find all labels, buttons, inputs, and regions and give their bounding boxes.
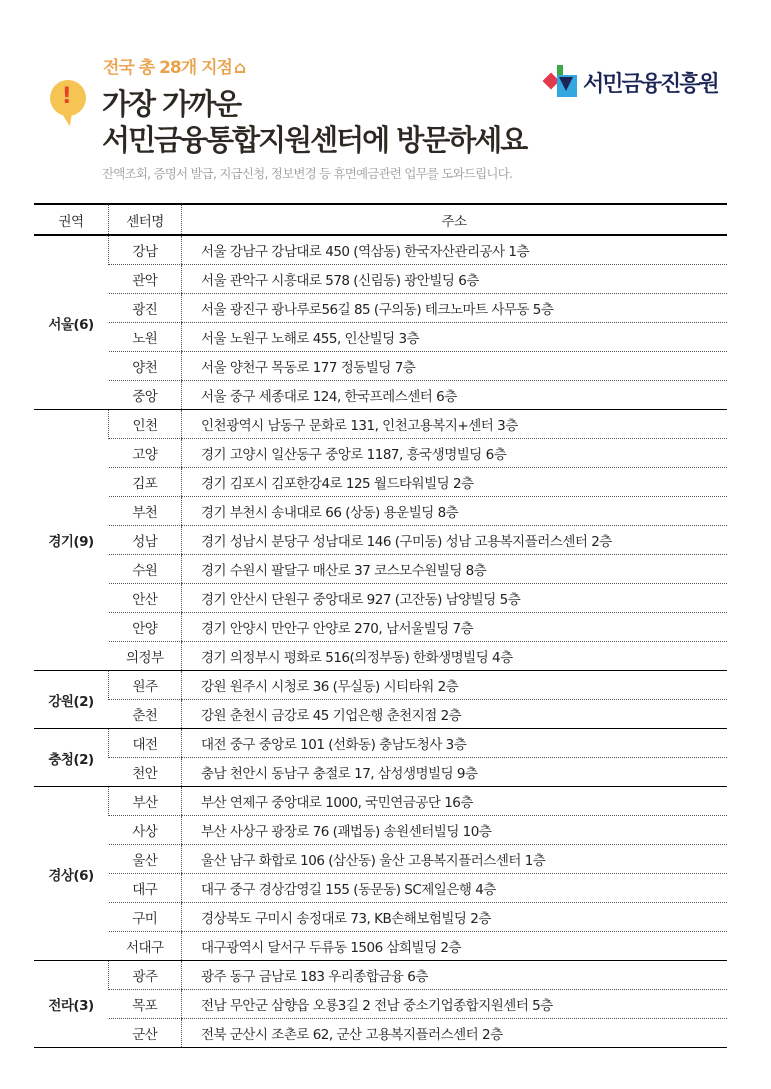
center-name-cell: 의정부 <box>109 642 182 671</box>
table-row <box>34 235 727 265</box>
table-row <box>34 265 727 294</box>
address-cell: 경상북도 구미시 송정대로 73, KB손해보험빌딩 2층 <box>182 903 728 932</box>
column-header-address: 주소 <box>182 204 728 235</box>
region-cell: 전라(3) <box>34 961 109 1048</box>
address-cell: 부산 연제구 중앙대로 1000, 국민연금공단 16층 <box>182 787 728 816</box>
table-row <box>34 990 727 1019</box>
table-row <box>34 874 727 903</box>
center-name-cell: 관악 <box>109 265 182 294</box>
table-row <box>34 1019 727 1048</box>
page-description: 잔액조회, 증명서 발급, 지급신청, 정보변경 등 휴면예금관련 업무를 도와드립니다. <box>102 166 513 181</box>
center-name-cell: 천안 <box>109 758 182 787</box>
table-row <box>34 294 727 323</box>
center-name-cell: 목포 <box>109 990 182 1019</box>
center-name-cell: 대전 <box>109 729 182 758</box>
center-name-cell: 군산 <box>109 1019 182 1048</box>
center-name-cell: 부천 <box>109 497 182 526</box>
address-cell: 서울 노원구 노해로 455, 인산빌딩 3층 <box>182 323 728 352</box>
center-name-cell: 구미 <box>109 903 182 932</box>
table-header <box>34 204 727 235</box>
table-row <box>34 700 727 729</box>
address-cell: 경기 수원시 팔달구 매산로 37 코스모수원빌딩 8층 <box>182 555 728 584</box>
address-cell: 대전 중구 중앙로 101 (선화동) 충남도청사 3층 <box>182 729 728 758</box>
address-cell: 경기 부천시 송내대로 66 (상동) 용운빌딩 8층 <box>182 497 728 526</box>
address-cell: 서울 광진구 광나루로56길 85 (구의동) 테크노마트 사무동 5층 <box>182 294 728 323</box>
center-name-cell: 강남 <box>109 235 182 265</box>
address-cell: 대구 중구 경상감영길 155 (동문동) SC제일은행 4층 <box>182 874 728 903</box>
region-cell: 서울(6) <box>34 235 109 410</box>
center-table <box>34 203 727 1048</box>
address-cell: 서울 중구 세종대로 124, 한국프레스센터 6층 <box>182 381 728 410</box>
region-cell: 경상(6) <box>34 787 109 961</box>
table-row <box>34 381 727 410</box>
center-name-cell: 고양 <box>109 439 182 468</box>
table-row <box>34 526 727 555</box>
center-name-cell: 부산 <box>109 787 182 816</box>
address-cell: 서울 강남구 강남대로 450 (역삼동) 한국자산관리공사 1층 <box>182 235 728 265</box>
center-name-cell: 성남 <box>109 526 182 555</box>
table-row <box>34 555 727 584</box>
center-name-cell: 양천 <box>109 352 182 381</box>
address-cell: 경기 김포시 김포한강4로 125 월드타워빌딩 2층 <box>182 468 728 497</box>
table-row <box>34 816 727 845</box>
table-row <box>34 468 727 497</box>
address-cell: 서울 양천구 목동로 177 정동빌딩 7층 <box>182 352 728 381</box>
center-name-cell: 서대구 <box>109 932 182 961</box>
address-cell: 대구광역시 달서구 두류동 1506 삼희빌딩 2층 <box>182 932 728 961</box>
center-name-cell: 노원 <box>109 323 182 352</box>
region-cell: 충청(2) <box>34 729 109 787</box>
address-cell: 울산 남구 화합로 106 (삼산동) 울산 고용복지플러스센터 1층 <box>182 845 728 874</box>
center-name-cell: 중앙 <box>109 381 182 410</box>
table-row <box>34 410 727 439</box>
region-cell: 강원(2) <box>34 671 109 729</box>
center-name-cell: 울산 <box>109 845 182 874</box>
logo-mark-icon <box>545 65 579 99</box>
address-cell: 강원 원주시 시청로 36 (무실동) 시티타워 2층 <box>182 671 728 700</box>
table-row <box>34 497 727 526</box>
table-row <box>34 903 727 932</box>
address-cell: 경기 안양시 만안구 안양로 270, 남서울빌딩 7층 <box>182 613 728 642</box>
building-icon: ⌂ <box>233 58 246 78</box>
table-row <box>34 671 727 700</box>
page-title-line1: 가장 가까운 <box>102 87 241 121</box>
center-name-cell: 안양 <box>109 613 182 642</box>
table-row <box>34 352 727 381</box>
table-row <box>34 584 727 613</box>
table-row <box>34 961 727 990</box>
address-cell: 인천광역시 남동구 문화로 131, 인천고용복지+센터 3층 <box>182 410 728 439</box>
address-cell: 경기 고양시 일산동구 중앙로 1187, 흥국생명빌딩 6층 <box>182 439 728 468</box>
logo-text: 서민금융진흥원 <box>583 71 718 97</box>
branch-count-tagline <box>103 53 245 78</box>
center-name-cell: 춘천 <box>109 700 182 729</box>
address-cell: 전남 무안군 삼향읍 오룡3길 2 전남 중소기업종합지원센터 5층 <box>182 990 728 1019</box>
address-cell: 경기 의정부시 평화로 516(의정부동) 한화생명빌딩 4층 <box>182 642 728 671</box>
address-cell: 강원 춘천시 금강로 45 기업은행 춘천지점 2층 <box>182 700 728 729</box>
table-row <box>34 729 727 758</box>
address-cell: 충남 천안시 동남구 충절로 17, 삼성생명빌딩 9층 <box>182 758 728 787</box>
alert-bubble-icon: ! <box>47 77 90 120</box>
table-row <box>34 758 727 787</box>
table-row <box>34 613 727 642</box>
table-row <box>34 787 727 816</box>
logo <box>545 65 718 99</box>
address-cell: 부산 사상구 광장로 76 (괘법동) 송원센터빌딩 10층 <box>182 816 728 845</box>
table-row <box>34 323 727 352</box>
address-cell: 서울 관악구 시흥대로 578 (신림동) 광안빌딩 6층 <box>182 265 728 294</box>
address-cell: 광주 동구 금남로 183 우리종합금융 6층 <box>182 961 728 990</box>
center-name-cell: 사상 <box>109 816 182 845</box>
tagline-text: 전국 총 28개 지점 <box>103 58 232 78</box>
center-name-cell: 광진 <box>109 294 182 323</box>
center-name-cell: 수원 <box>109 555 182 584</box>
center-name-cell: 안산 <box>109 584 182 613</box>
address-cell: 전북 군산시 조촌로 62, 군산 고용복지플러스센터 2층 <box>182 1019 728 1048</box>
center-name-cell: 대구 <box>109 874 182 903</box>
table-row <box>34 845 727 874</box>
address-cell: 경기 성남시 분당구 성남대로 146 (구미동) 성남 고용복지플러스센터 2층 <box>182 526 728 555</box>
table-row <box>34 439 727 468</box>
center-name-cell: 인천 <box>109 410 182 439</box>
table-row <box>34 932 727 961</box>
address-cell: 경기 안산시 단원구 중앙대로 927 (고잔동) 남양빌딩 5층 <box>182 584 728 613</box>
column-header-center: 센터명 <box>109 204 182 235</box>
center-name-cell: 김포 <box>109 468 182 497</box>
region-cell: 경기(9) <box>34 410 109 671</box>
column-header-region: 권역 <box>34 204 109 235</box>
center-name-cell: 원주 <box>109 671 182 700</box>
center-name-cell: 광주 <box>109 961 182 990</box>
page-title-line2: 서민금융통합지원센터에 방문하세요 <box>102 123 527 157</box>
table-row <box>34 642 727 671</box>
